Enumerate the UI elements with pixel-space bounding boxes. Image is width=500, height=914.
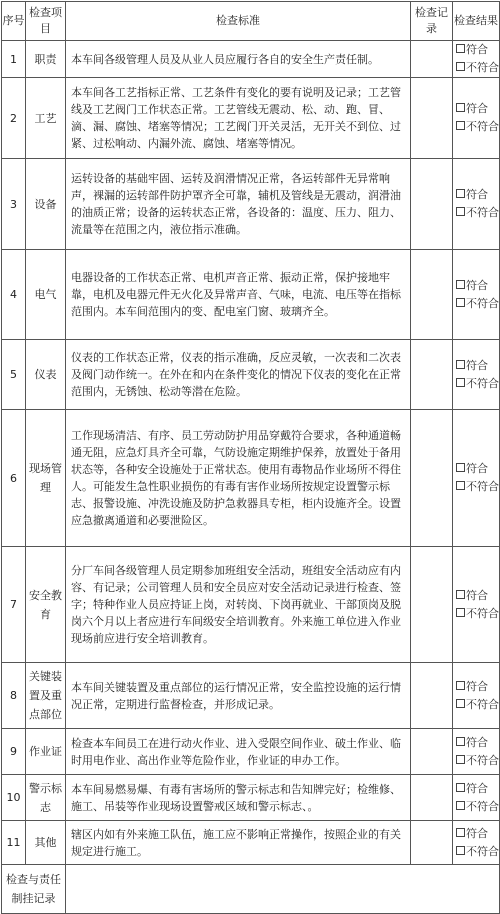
fail-option[interactable] [456, 478, 499, 496]
fail-label: 不符合 [466, 480, 499, 493]
fail-label: 不符合 [466, 606, 499, 620]
checkbox-icon[interactable] [456, 62, 465, 71]
checkbox-icon[interactable] [456, 189, 465, 198]
row-number: 6 [2, 410, 26, 547]
fail-label: 不符合 [466, 376, 499, 390]
footer-label: 检查与责任制挂记录 [2, 865, 66, 914]
row-record-cell[interactable] [411, 250, 453, 340]
pass-option[interactable] [456, 186, 499, 204]
fail-label: 不符合 [466, 61, 499, 74]
row-item: 工艺 [26, 78, 66, 159]
fail-option[interactable] [456, 752, 499, 770]
row-standard: 本车间各工艺指标正常、工艺条件有变化的要有说明及记录；工艺管线及工艺阀门工作状态正常。工艺管线无震动、松、动、跑、冒、滴、漏、腐蚀、堵塞等情况；工艺阀门开关灵活，无开关不到位、过紧、过松响动、内漏外流、腐蚀、堵塞等情况。 [66, 78, 411, 159]
row-standard: 本车间易燃易爆、有毒有害场所的警示标志和告知牌完好；检维修、施工、吊装等作业现场设置警戒区域和警示标志、。 [66, 775, 411, 821]
row-number: 2 [2, 78, 26, 159]
row-number: 9 [2, 729, 26, 775]
pass-label: 符合 [466, 781, 488, 795]
table-row [2, 250, 500, 340]
pass-label: 符合 [466, 588, 488, 602]
table-row [2, 547, 500, 663]
pass-option[interactable] [456, 41, 499, 59]
pass-option[interactable] [456, 277, 499, 295]
checkbox-icon[interactable] [456, 801, 465, 810]
checkbox-icon[interactable] [456, 783, 465, 792]
row-number: 1 [2, 41, 26, 78]
row-number: 10 [2, 775, 26, 821]
row-result [453, 78, 500, 159]
row-standard: 分厂车间各级管理人员定期参加班组安全活动，班组安全活动应有内容、有记录；公司管理人员和安全员应对安全活动记录进行检查、签字；特种作业人员应持证上岗，对转岗、下岗再就业、干部顶岗及脱岗六个月以上者应进行车间级安全培训教育。外来施工单位进入作业现场前应进行安全培训教育。 [66, 547, 411, 663]
pass-option[interactable] [456, 460, 499, 478]
row-item: 关键装置及重点部位 [26, 663, 66, 729]
row-record-cell[interactable] [411, 729, 453, 775]
checkbox-icon[interactable] [456, 755, 465, 764]
fail-label: 不符合 [466, 120, 499, 133]
header-row [2, 2, 500, 41]
checkbox-icon[interactable] [456, 121, 465, 130]
row-item: 电气 [26, 250, 66, 340]
row-item: 仪表 [26, 340, 66, 410]
pass-label: 符合 [466, 679, 488, 693]
row-record-cell[interactable] [411, 41, 453, 78]
table-row [2, 410, 500, 547]
row-number: 3 [2, 159, 26, 250]
row-result [453, 547, 500, 663]
row-result [453, 41, 500, 78]
row-number: 8 [2, 663, 26, 729]
row-item: 警示标志 [26, 775, 66, 821]
row-standard: 本车间关键装置及重点部位的运行情况正常，安全监控设施的运行情况正常，定期进行监督检查，并形成记录。 [66, 663, 411, 729]
row-record-cell[interactable] [411, 663, 453, 729]
checkbox-icon[interactable] [456, 298, 465, 307]
footer-row [2, 865, 500, 914]
checkbox-icon[interactable] [456, 378, 465, 387]
header-no: 序号 [2, 2, 26, 41]
pass-option[interactable] [456, 780, 499, 798]
row-record-cell[interactable] [411, 78, 453, 159]
row-record-cell[interactable] [411, 775, 453, 821]
row-number: 11 [2, 821, 26, 865]
row-standard: 本车间各级管理人员及从业人员应履行各自的安全生产责任制。 [66, 41, 411, 78]
table-row [2, 821, 500, 865]
fail-option[interactable] [456, 118, 499, 136]
row-standard: 运转设备的基础牢固、运转及润滑情况正常，各运转部件无异常响声，裸漏的运转部件防护罩齐全可靠，辅机及管线是无震动，润滑油的油质正常；设备的运转状态正常，各设备的：温度、压力、阻力、流量等在范围之内，液位指示准确。 [66, 159, 411, 250]
row-record-cell[interactable] [411, 547, 453, 663]
footer-record-cell[interactable] [66, 865, 500, 914]
fail-option[interactable] [456, 605, 499, 623]
fail-label: 不符合 [466, 697, 499, 711]
row-number: 7 [2, 547, 26, 663]
row-result [453, 250, 500, 340]
fail-option[interactable] [456, 59, 499, 77]
row-record-cell[interactable] [411, 159, 453, 250]
fail-option[interactable] [456, 375, 499, 393]
row-number: 4 [2, 250, 26, 340]
row-number: 5 [2, 340, 26, 410]
table-row [2, 340, 500, 410]
fail-option[interactable] [456, 204, 499, 222]
row-standard: 电器设备的工作状态正常、电机声音正常、振动正常，保护接地牢靠，电机及电器元件无火化及异常声音、气味，电流、电压等在指标范围内。本车间范围内的变、配电室门窗、玻璃齐全。 [66, 250, 411, 340]
row-item: 职责 [26, 41, 66, 78]
fail-label: 不符合 [466, 206, 499, 219]
row-item: 设备 [26, 159, 66, 250]
checkbox-icon[interactable] [456, 481, 465, 490]
pass-label: 符合 [466, 43, 488, 56]
row-standard: 工作现场清洁、有序、员工劳动防护用品穿戴符合要求，各种通道畅通无阻，应急灯具齐全可靠，气防设施定期维护保养，放置处于备用状态等，各种安全设施处于正常状态。使用有毒物品作业场所不得住人。可能发生急性职业损伤的有毒有害作业场所按规定设置警示标志、报警设施、冲洗设施及防护急救器具专柜，柜内设施齐全。设置应急撤离通道和必要泄险区。 [66, 410, 411, 547]
table-row [2, 775, 500, 821]
pass-label: 符合 [466, 358, 488, 372]
row-record-cell[interactable] [411, 340, 453, 410]
checkbox-icon[interactable] [456, 590, 465, 599]
pass-label: 符合 [466, 462, 488, 475]
row-result [453, 159, 500, 250]
fail-label: 不符合 [466, 296, 499, 310]
row-result [453, 663, 500, 729]
table-row [2, 41, 500, 78]
row-record-cell[interactable] [411, 821, 453, 865]
pass-label: 符合 [466, 188, 488, 201]
header-standard: 检查标准 [66, 2, 411, 41]
table-row [2, 729, 500, 775]
row-item: 作业证 [26, 729, 66, 775]
row-standard: 辖区内如有外来施工队伍，施工应不影响正常操作，按照企业的有关规定进行施工。 [66, 821, 411, 865]
table-row [2, 663, 500, 729]
row-result [453, 775, 500, 821]
row-result [453, 729, 500, 775]
pass-label: 符合 [466, 278, 488, 292]
checkbox-icon[interactable] [456, 207, 465, 216]
fail-option[interactable] [456, 843, 499, 861]
checkbox-icon[interactable] [456, 280, 465, 289]
fail-label: 不符合 [466, 844, 499, 858]
row-item: 其他 [26, 821, 66, 865]
pass-option[interactable] [456, 587, 499, 605]
checkbox-icon[interactable] [456, 699, 465, 708]
pass-label: 符合 [466, 826, 488, 840]
row-record-cell[interactable] [411, 410, 453, 547]
checkbox-icon[interactable] [456, 846, 465, 855]
fail-label: 不符合 [466, 799, 499, 813]
row-item: 现场管理 [26, 410, 66, 547]
pass-option[interactable] [456, 357, 499, 375]
checkbox-icon[interactable] [456, 360, 465, 369]
inspection-table [1, 1, 500, 914]
table-row [2, 78, 500, 159]
checkbox-icon[interactable] [456, 608, 465, 617]
row-result [453, 821, 500, 865]
checkbox-icon[interactable] [456, 44, 465, 53]
header-record: 检查记录 [411, 2, 453, 41]
pass-option[interactable] [456, 825, 499, 843]
pass-option[interactable] [456, 678, 499, 696]
checkbox-icon[interactable] [456, 103, 465, 112]
row-item: 安全教育 [26, 547, 66, 663]
row-standard: 仪表的工作状态正常，仪表的指示准确，反应灵敏，一次表和二次表及阀门动作统一。在外在和内在条件变化的情况下仪表的变化在正常范围内，无锈蚀、松动等潜在危险。 [66, 340, 411, 410]
pass-label: 符合 [466, 735, 488, 749]
table-row [2, 159, 500, 250]
row-result [453, 410, 500, 547]
header-result: 检查结果 [453, 2, 500, 41]
header-item: 检查项目 [26, 2, 66, 41]
fail-label: 不符合 [466, 753, 499, 767]
fail-option[interactable] [456, 295, 499, 313]
row-result [453, 340, 500, 410]
fail-option[interactable] [456, 798, 499, 816]
pass-option[interactable] [456, 734, 499, 752]
pass-label: 符合 [466, 102, 488, 115]
table-body [2, 41, 500, 865]
checkbox-icon[interactable] [456, 463, 465, 472]
checkbox-icon[interactable] [456, 681, 465, 690]
fail-option[interactable] [456, 696, 499, 714]
pass-option[interactable] [456, 100, 499, 118]
checkbox-icon[interactable] [456, 737, 465, 746]
row-standard: 检查本车间员工在进行动火作业、进入受限空间作业、破土作业、临时用电作业、高出作业等危险作业，作业证的申办工作。 [66, 729, 411, 775]
checkbox-icon[interactable] [456, 828, 465, 837]
